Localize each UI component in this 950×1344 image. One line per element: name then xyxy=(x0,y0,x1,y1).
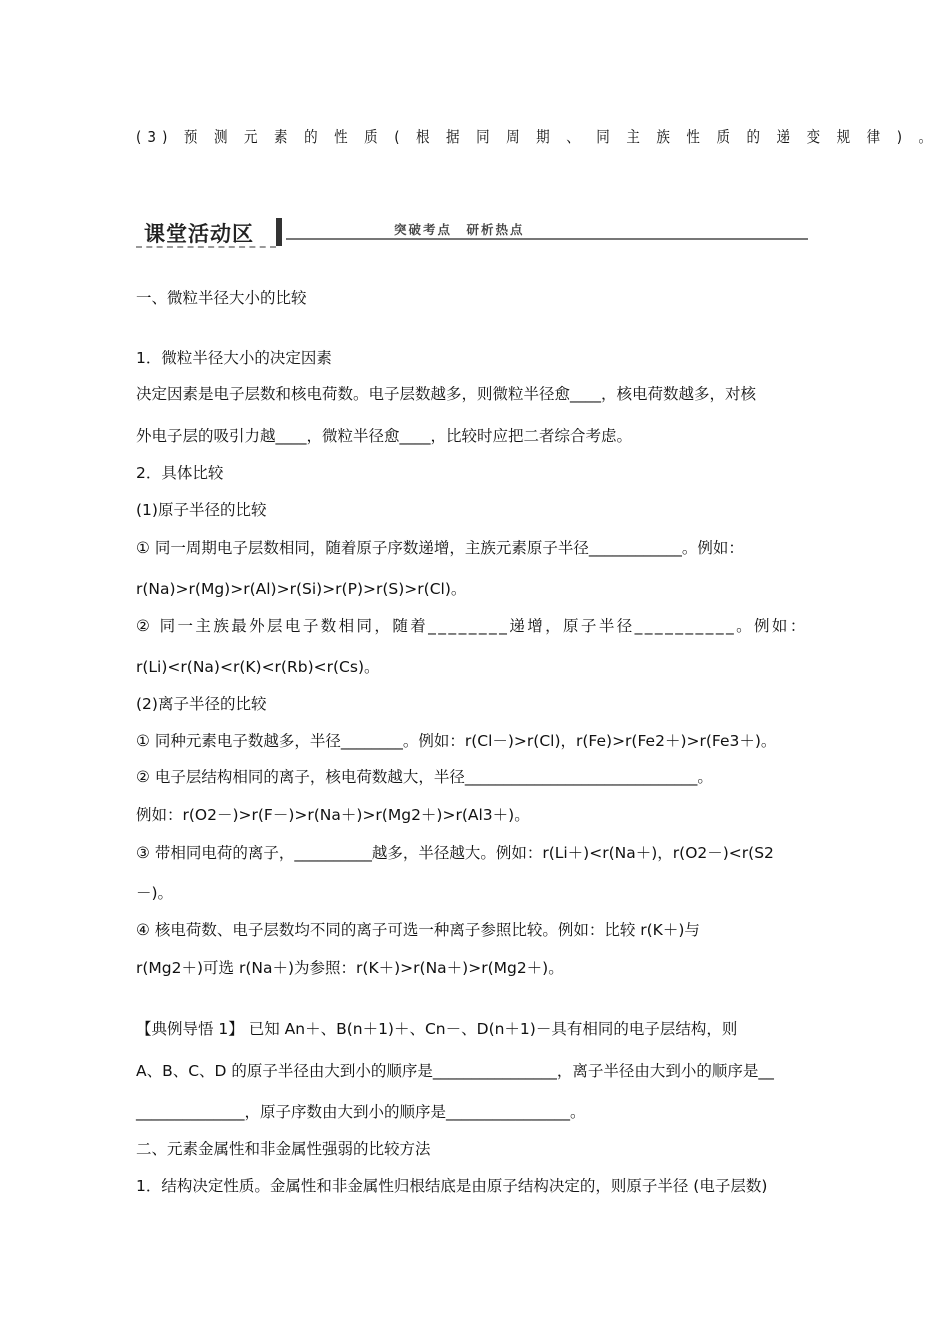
banner-dashed-underline xyxy=(136,246,276,248)
text-line: ② 电子层结构相同的离子，核电荷数越大，半径______________________________。 xyxy=(136,768,713,786)
text-line: 例如：r(O2－)>r(F－)>r(Na＋)>r(Mg2＋)>r(Al3＋)。 xyxy=(136,806,530,824)
section-banner xyxy=(136,212,808,252)
text-line: r(Mg2＋)可选 r(Na＋)为参照：r(K＋)>r(Na＋)>r(Mg2＋)。 xyxy=(136,959,564,977)
text-line: (1)原子半径的比较 xyxy=(136,501,267,519)
text-line: ______________，原子序数由大到小的顺序是________________。 xyxy=(136,1103,586,1121)
banner-divider-bar xyxy=(276,218,282,246)
text-line: r(Li)<r(Na)<r(K)<r(Rb)<r(Cs)。 xyxy=(136,658,380,676)
banner-title: 课堂活动区 xyxy=(144,222,254,246)
banner-subtitle: 突破考点 研析热点 xyxy=(394,222,525,237)
text-line: 决定因素是电子层数和核电荷数。电子层数越多，则微粒半径愈____，核电荷数越多，对核 xyxy=(136,385,757,403)
text-line: 外电子层的吸引力越____，微粒半径愈____，比较时应把二者综合考虑。 xyxy=(136,427,633,445)
subsection-heading: 1．微粒半径大小的决定因素 xyxy=(136,349,332,367)
text-line: A、B、C、D 的原子半径由大到小的顺序是________________，离子半径由大到小的顺序是__ xyxy=(136,1062,774,1080)
section-heading: 二、元素金属性和非金属性强弱的比较方法 xyxy=(136,1140,431,1158)
text-line: ② 同一主族最外层电子数相同，随着________递增，原子半径__________。例如： xyxy=(136,617,808,635)
text-line: 1．结构决定性质。金属性和非金属性归根结底是由原子结构决定的，则原子半径 (电子层数) xyxy=(136,1177,768,1195)
subsection-heading: 2．具体比较 xyxy=(136,464,224,482)
text-line: r(Na)>r(Mg)>r(Al)>r(Si)>r(P)>r(S)>r(Cl)。 xyxy=(136,580,467,598)
text-line: ① 同一周期电子层数相同，随着原子序数递增，主族元素原子半径____________。例如： xyxy=(136,539,744,557)
text-line: (3) 预 测 元 素 的 性 质 ( 根 据 同 周 期 、 同 主 族 性 质 的 递 变 规 律 ) 。 xyxy=(136,128,939,146)
text-line: (2)离子半径的比较 xyxy=(136,695,267,713)
banner-rule xyxy=(286,238,808,240)
text-line: ① 同种元素电子数越多，半径________。例如：r(Cl－)>r(Cl)，r(Fe)>r(Fe2＋)>r(Fe3＋)。 xyxy=(136,732,777,750)
section-heading: 一、微粒半径大小的比较 xyxy=(136,289,307,307)
example-line: 【典例导悟 1】 已知 An＋、B(n＋1)＋、Cn－、D(n＋1)－具有相同的电子层结构，则 xyxy=(136,1020,738,1038)
text-line: －)。 xyxy=(136,884,174,902)
text-line: ④ 核电荷数、电子层数均不同的离子可选一种离子参照比较。例如：比较 r(K＋)与 xyxy=(136,921,700,939)
text-line: ③ 带相同电荷的离子，__________越多，半径越大。例如：r(Li＋)<r(Na＋)，r(O2－)<r(S2 xyxy=(136,844,774,862)
